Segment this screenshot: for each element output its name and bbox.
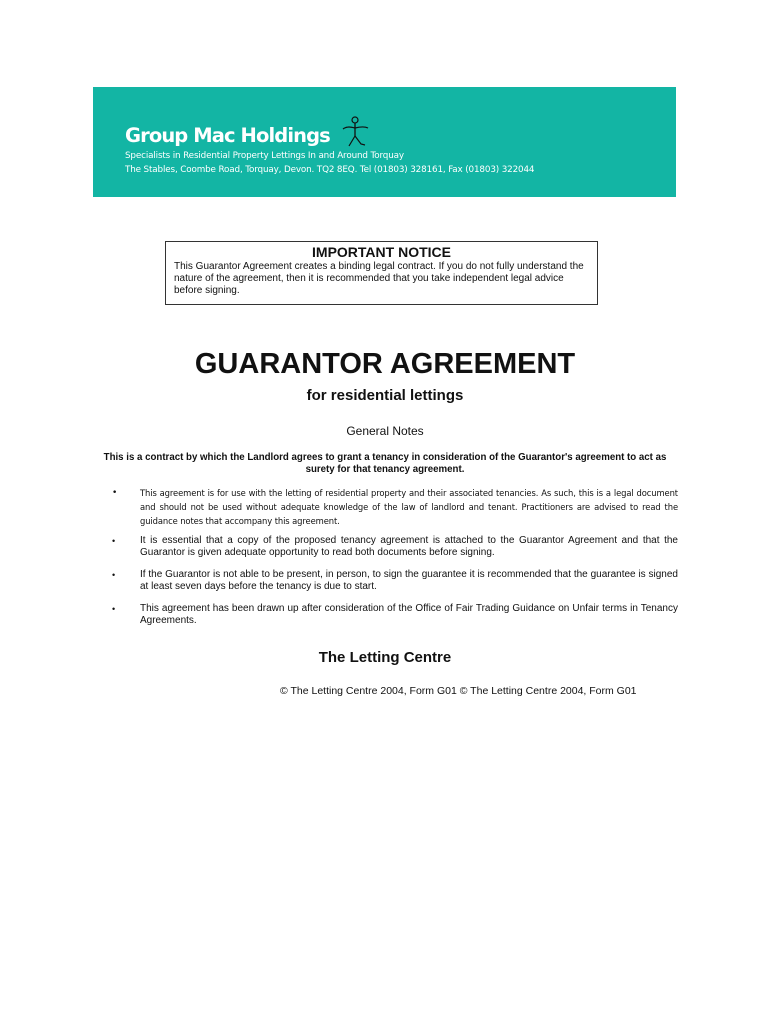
list-item (112, 535, 678, 559)
bullet-icon: • (112, 536, 116, 546)
note-text: This agreement has been drawn up after consideration of the Office of Fair Trading Guidance on Unfair terms in Tenancy Agreements. (140, 603, 678, 626)
letting-centre-title: The Letting Centre (318, 649, 452, 666)
general-notes-list (112, 486, 678, 627)
document-title: GUARANTOR AGREEMENT (194, 348, 576, 380)
list-item (112, 569, 678, 593)
note-text: This agreement is for use with the letting of residential property and their associated tenancies. As such, this is a legal document and should not be used without adequate knowledge of the law of landlord and tenant. Practitioners are advised to read the guidance notes that accompany this agreement. (140, 488, 678, 526)
company-tagline: Specialists in Residential Property Lettings In and Around Torquay (125, 151, 404, 161)
notice-text: This Guarantor Agreement creates a binding legal contract. If you do not fully understand the nature of the agreement, then it is recommended that you take independent legal advice before signing. (174, 261, 584, 296)
header-banner (93, 87, 676, 197)
brand-row (125, 117, 676, 152)
list-item (112, 486, 678, 528)
bullet-icon: • (112, 604, 116, 614)
company-name: Group Mac Holdings (125, 124, 330, 147)
copyright-notice: © The Letting Centre 2004, Form G01 © The Letting Centre 2004, Form G01 (280, 685, 637, 697)
notice-heading: IMPORTANT NOTICE (312, 244, 451, 260)
bullet-icon: • (112, 570, 116, 580)
document-subtitle: for residential lettings (306, 387, 464, 404)
list-item (112, 603, 678, 627)
intro-paragraph: This is a contract by which the Landlord agrees to grant a tenancy in consideration of the Guarantor's agreement to act as surety for that tenancy agreement. (103, 452, 667, 475)
company-address: The Stables, Coombe Road, Torquay, Devon. TQ2 8EQ. Tel (01803) 328161, Fax (01803) 322044 (125, 165, 535, 175)
general-notes-heading: General Notes (346, 424, 424, 438)
stick-figure-icon (340, 115, 370, 149)
note-text: If the Guarantor is not able to be present, in person, to sign the guarantee it is recommended that the guarantee is signed at least seven days before the tenancy is due to start. (140, 569, 678, 592)
important-notice-box (165, 241, 598, 305)
bullet-icon: • (112, 488, 118, 498)
note-text: It is essential that a copy of the proposed tenancy agreement is attached to the Guarantor Agreement and that the Guarantor is given adequate opportunity to read both documents before signing. (140, 535, 678, 558)
